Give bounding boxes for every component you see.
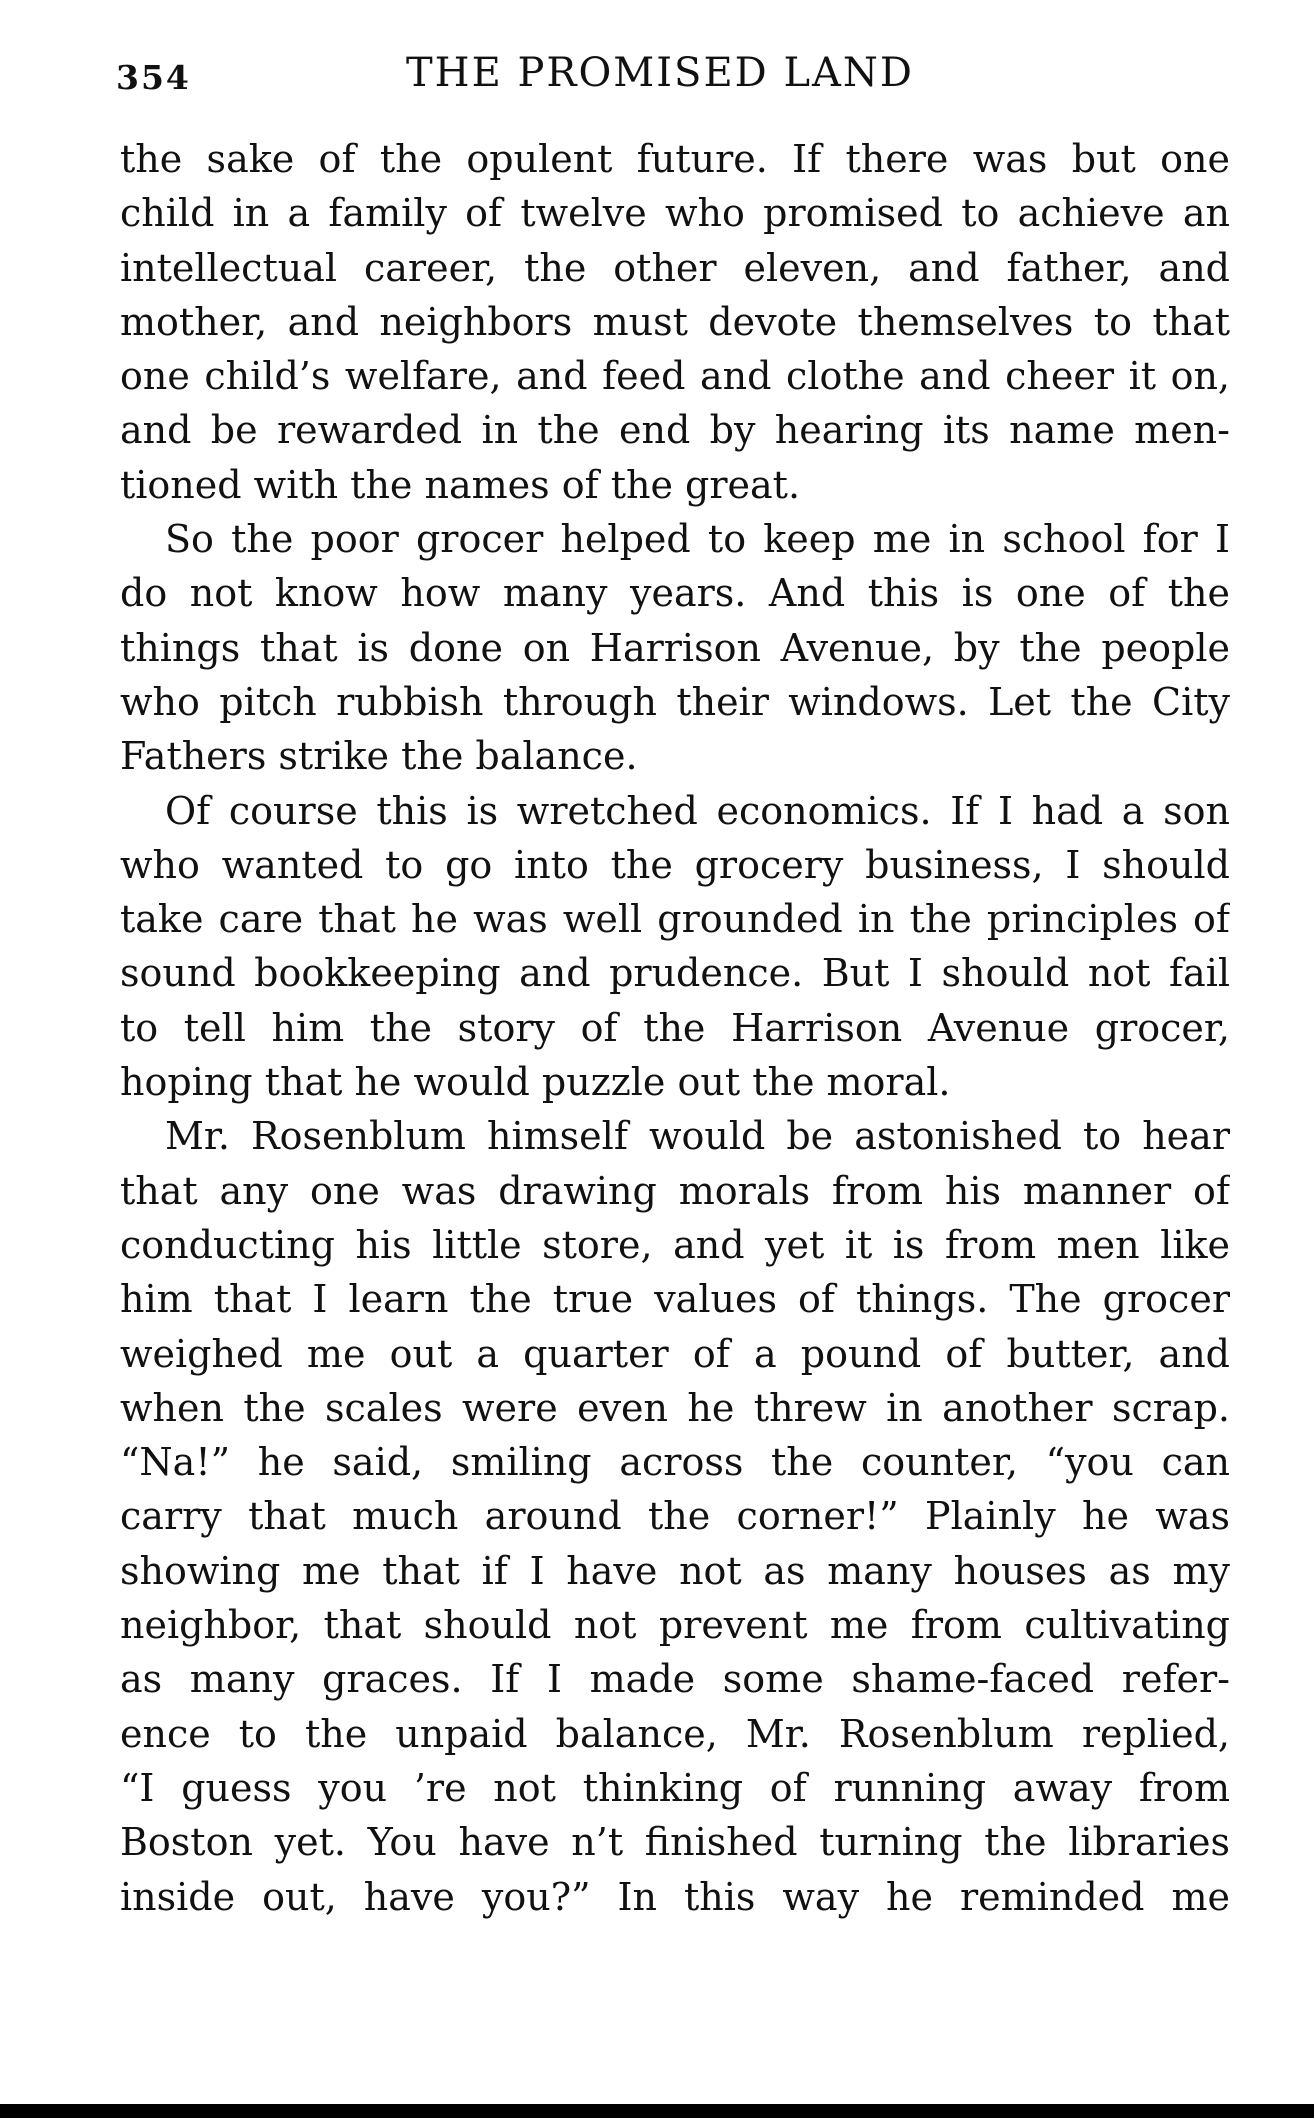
text-line: take care that he was well grounded in the principles of	[120, 897, 1230, 942]
page-number: 354	[116, 58, 191, 97]
text-line: Fathers strike the balance.	[120, 734, 638, 779]
text-line: him that I learn the true values of things. The grocer	[120, 1277, 1230, 1322]
running-title: THE PROMISED LAND	[406, 50, 914, 96]
text-line: who pitch rubbish through their windows. Let the City	[120, 679, 1230, 724]
text-line: that any one was drawing morals from his manner of	[120, 1168, 1230, 1213]
text-line: child in a family of twelve who promised to achieve an	[120, 191, 1230, 236]
text-line: the sake of the opulent future. If there was but one	[120, 137, 1230, 181]
text-line: Of course this is wretched economics. If I had a son	[165, 788, 1230, 833]
text-line: conducting his little store, and yet it is from men like	[120, 1222, 1230, 1267]
text-line: as many graces. If I made some shame-faced refer-	[120, 1657, 1230, 1702]
text-line: do not know how many years. And this is one of the	[120, 571, 1230, 616]
text-line: Mr. Rosenblum himself would be astonished to hear	[165, 1114, 1230, 1159]
text-line: one child’s welfare, and feed and clothe and cheer it on,	[120, 354, 1230, 399]
text-line: mother, and neighbors must devote themselves to that	[120, 299, 1230, 344]
text-line: hoping that he would puzzle out the moral.	[120, 1060, 951, 1105]
text-line: So the poor grocer helped to keep me in school for I	[165, 517, 1230, 562]
text-line: “I guess you ’re not thinking of running away from	[120, 1765, 1230, 1810]
text-line: carry that much around the corner!” Plainly he was	[120, 1494, 1230, 1539]
text-line: weighed me out a quarter of a pound of butter, and	[120, 1331, 1230, 1376]
text-line: sound bookkeeping and prudence. But I should not fail	[120, 951, 1230, 996]
text-line: to tell him the story of the Harrison Avenue grocer,	[120, 1005, 1230, 1050]
text-line: ence to the unpaid balance, Mr. Rosenblum replied,	[120, 1711, 1230, 1756]
text-line: things that is done on Harrison Avenue, by the people	[120, 625, 1230, 670]
text-line: “Na!” he said, smiling across the counter, “you can	[120, 1440, 1230, 1485]
text-line: intellectual career, the other eleven, and father, and	[120, 245, 1230, 290]
text-line: inside out, have you?” In this way he reminded me	[120, 1874, 1230, 1919]
bottom-border	[0, 2104, 1314, 2118]
body-text	[120, 132, 1230, 1924]
text-line: neighbor, that should not prevent me from cultivating	[120, 1603, 1230, 1648]
text-line: tioned with the names of the great.	[120, 462, 801, 507]
page-header	[116, 50, 1236, 100]
text-line: and be rewarded in the end by hearing its name men-	[120, 408, 1230, 453]
text-line: Boston yet. You have n’t finished turning the libraries	[120, 1820, 1230, 1865]
text-line: who wanted to go into the grocery business, I should	[120, 842, 1230, 887]
text-line: showing me that if I have not as many houses as my	[120, 1548, 1230, 1593]
text-line: when the scales were even he threw in another scrap.	[120, 1385, 1230, 1430]
